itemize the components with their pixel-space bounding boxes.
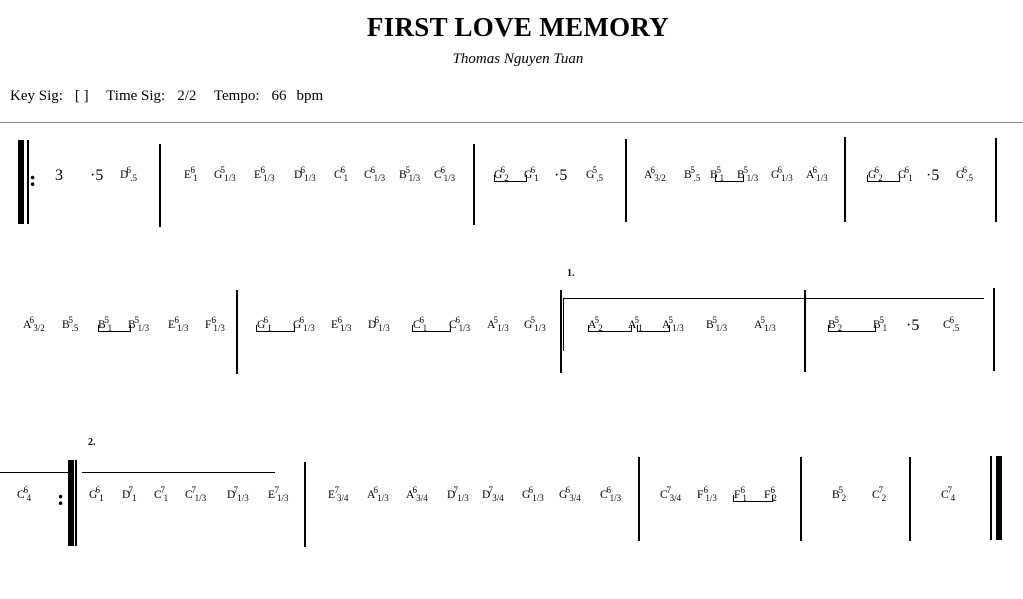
note-symbol <box>154 484 169 504</box>
note-letter: C <box>941 489 949 501</box>
note-symbol <box>943 314 960 334</box>
note-octave: 5 <box>594 314 599 325</box>
thick-barline <box>18 140 24 224</box>
note-duration: 3/4 <box>416 493 428 504</box>
note-octave: 7 <box>274 484 279 495</box>
note-octave: 7 <box>878 484 883 495</box>
note-symbol <box>331 314 352 334</box>
note-letter: A <box>628 319 637 331</box>
barline <box>236 290 238 374</box>
note-letter: G <box>524 169 533 181</box>
barline <box>473 144 475 225</box>
note-duration: .5 <box>952 323 960 334</box>
note-letter: F <box>734 489 741 501</box>
note-duration: 1/3 <box>303 323 315 334</box>
note-letter: B <box>62 319 70 331</box>
note-symbol <box>482 484 504 504</box>
note-octave: 7 <box>666 484 671 495</box>
note-duration: 1/3 <box>340 323 352 334</box>
note-letter: A <box>406 489 415 501</box>
note-letter: A <box>806 169 815 181</box>
note-octave: 6 <box>260 164 265 175</box>
note-letter: E <box>184 169 192 181</box>
note-symbol <box>828 314 843 334</box>
barline <box>304 462 306 547</box>
note-letter: C <box>872 489 880 501</box>
note-letter: F <box>697 489 704 501</box>
first-ending-label: 1. <box>567 268 575 279</box>
note-symbol <box>524 314 546 334</box>
note-symbol <box>737 164 759 184</box>
note-octave: 6 <box>528 484 533 495</box>
note-letter: E <box>268 489 276 501</box>
note-letter: D <box>447 489 456 501</box>
note-octave: 5 <box>530 314 535 325</box>
repeat-start-sign: : <box>29 166 37 191</box>
note-octave: 7 <box>453 484 458 495</box>
note-letter: A <box>487 319 496 331</box>
note-duration: 1/3 <box>497 323 509 334</box>
note-letter: A <box>588 319 597 331</box>
note-letter: C <box>154 489 162 501</box>
note-duration: 3/4 <box>569 493 581 504</box>
note-duration: 3/2 <box>654 173 666 184</box>
note-symbol <box>227 484 249 504</box>
note-octave: 7 <box>191 484 196 495</box>
note-duration: 1/3 <box>263 173 275 184</box>
note-duration: 2 <box>881 493 887 504</box>
note-duration: 2 <box>837 323 843 334</box>
note-octave: 6 <box>95 484 100 495</box>
note-letter: G <box>559 489 568 501</box>
note-duration: 2 <box>504 173 509 184</box>
note-octave: 6 <box>904 164 909 175</box>
note-symbol <box>98 314 113 334</box>
note-octave: 6 <box>770 484 775 495</box>
note-duration: 1 <box>267 323 272 334</box>
note-letter: B <box>737 169 745 181</box>
note-letter: D <box>227 489 236 501</box>
note-letter: D <box>294 169 303 181</box>
note-symbol <box>268 484 289 504</box>
note-octave: 7 <box>334 484 339 495</box>
note-letter: G <box>522 489 531 501</box>
note-octave: 6 <box>23 484 28 495</box>
note-symbol <box>328 484 349 504</box>
note-letter: B <box>98 319 106 331</box>
note-symbol <box>872 484 887 504</box>
note-duration: 1 <box>719 173 725 184</box>
note-letter: D <box>482 489 491 501</box>
note-letter: C <box>17 489 25 501</box>
note-octave: 7 <box>947 484 952 495</box>
note-octave: 5 <box>834 314 839 325</box>
note-letter: C <box>660 489 668 501</box>
note-duration: 1/3 <box>304 173 316 184</box>
note-symbol <box>754 314 776 334</box>
note-octave: 5 <box>838 484 843 495</box>
second-ending-label: 2. <box>88 437 96 448</box>
note-octave: 5 <box>493 314 498 325</box>
note-letter: E <box>168 319 176 331</box>
note-duration: 1/3 <box>534 323 546 334</box>
note-symbol <box>294 164 316 184</box>
note-symbol <box>684 164 701 184</box>
note-symbol <box>368 314 390 334</box>
note-symbol <box>628 314 643 334</box>
note-letter: B <box>832 489 840 501</box>
note-duration: 1 <box>132 493 137 504</box>
note-duration: 1 <box>638 323 643 334</box>
note-letter: B <box>828 319 836 331</box>
second-ending-bracket <box>82 472 275 473</box>
note-symbol <box>662 314 684 334</box>
rest-number: 3 <box>55 167 63 184</box>
note-symbol <box>524 164 539 184</box>
rest-number: ·5 <box>554 167 568 184</box>
note-octave: 6 <box>299 314 304 325</box>
barline <box>638 457 640 541</box>
note-letter: D <box>122 489 131 501</box>
note-duration: .5 <box>71 323 79 334</box>
note-octave: 6 <box>962 164 967 175</box>
note-letter: C <box>943 319 951 331</box>
note-symbol <box>806 164 828 184</box>
rest-number: ·5 <box>90 167 104 184</box>
note-octave: 6 <box>374 314 379 325</box>
note-octave: 6 <box>29 314 34 325</box>
note-octave: 6 <box>190 164 195 175</box>
note-octave: 7 <box>128 484 133 495</box>
note-symbol <box>588 314 603 334</box>
note-symbol <box>559 484 581 504</box>
note-duration: 1/3 <box>781 173 793 184</box>
note-symbol <box>449 314 471 334</box>
note-letter: B <box>706 319 714 331</box>
note-duration: 1/3 <box>532 493 544 504</box>
note-letter: G <box>898 169 907 181</box>
note-letter: G <box>956 169 965 181</box>
note-letter: E <box>254 169 262 181</box>
note-duration: 2 <box>878 173 883 184</box>
note-symbol <box>600 484 622 504</box>
note-octave: 6 <box>419 314 424 325</box>
note-octave: 6 <box>174 314 179 325</box>
note-octave: 5 <box>712 314 717 325</box>
note-octave: 7 <box>233 484 238 495</box>
note-duration: 1 <box>163 493 169 504</box>
note-duration: 1/3 <box>672 323 684 334</box>
note-symbol <box>214 164 236 184</box>
note-letter: B <box>399 169 407 181</box>
note-duration: 3/4 <box>337 493 349 504</box>
note-symbol <box>494 164 509 184</box>
note-symbol <box>710 164 725 184</box>
note-letter: C <box>185 489 193 501</box>
note-duration: 1/3 <box>443 173 456 184</box>
note-octave: 6 <box>812 164 817 175</box>
repeat-end-sign: : <box>57 485 65 510</box>
note-octave: 5 <box>716 164 721 175</box>
note-duration: .5 <box>130 173 138 184</box>
note-symbol <box>122 484 137 504</box>
key-signature-value: [ ] <box>74 88 89 104</box>
note-octave: 6 <box>337 314 342 325</box>
note-symbol <box>399 164 421 184</box>
header-divider <box>0 122 1023 123</box>
rest-number: ·5 <box>926 167 940 184</box>
note-letter: C <box>600 489 608 501</box>
note-letter: B <box>873 319 881 331</box>
note-symbol <box>17 484 32 504</box>
note-letter: G <box>494 169 503 181</box>
note-symbol <box>367 484 389 504</box>
note-symbol <box>734 484 747 504</box>
note-symbol <box>23 314 45 334</box>
tempo-label: Tempo: <box>213 88 260 104</box>
note-octave: 7 <box>160 484 165 495</box>
note-letter: A <box>754 319 763 331</box>
note-octave: 5 <box>220 164 225 175</box>
note-octave: 6 <box>650 164 655 175</box>
note-letter: B <box>128 319 136 331</box>
barline <box>159 144 161 227</box>
time-signature-value: 2/2 <box>177 88 197 104</box>
note-octave: 5 <box>68 314 73 325</box>
note-duration: 1/3 <box>213 323 225 334</box>
note-symbol <box>522 484 544 504</box>
note-duration: 1 <box>882 323 888 334</box>
note-octave: 5 <box>104 314 109 325</box>
note-letter: A <box>23 319 32 331</box>
note-letter: G <box>257 319 266 331</box>
composer-name: Thomas Nguyen Tuan <box>452 51 584 67</box>
note-octave: 6 <box>211 314 216 325</box>
note-letter: C <box>334 169 342 181</box>
note-symbol <box>898 164 913 184</box>
note-duration: 1/3 <box>746 173 759 184</box>
note-duration: 1/3 <box>194 493 207 504</box>
note-octave: 5 <box>760 314 765 325</box>
note-letter: A <box>644 169 653 181</box>
note-symbol <box>956 164 974 184</box>
note-octave: 6 <box>777 164 782 175</box>
rest-number: ·5 <box>906 317 920 334</box>
note-symbol <box>434 164 456 184</box>
note-letter: G <box>524 319 533 331</box>
note-letter: B <box>710 169 718 181</box>
note-octave: 6 <box>340 164 345 175</box>
note-letter: C <box>413 319 421 331</box>
note-symbol <box>185 484 207 504</box>
note-duration: 1/3 <box>816 173 828 184</box>
barline <box>909 457 911 541</box>
note-octave: 6 <box>300 164 305 175</box>
note-duration: 1/3 <box>137 323 150 334</box>
note-symbol <box>771 164 793 184</box>
note-letter: G <box>214 169 223 181</box>
note-duration: 1/3 <box>705 493 717 504</box>
note-duration: 1 <box>422 323 428 334</box>
note-letter: A <box>367 489 376 501</box>
note-octave: 5 <box>405 164 410 175</box>
note-octave: 6 <box>703 484 708 495</box>
note-octave: 5 <box>690 164 695 175</box>
note-octave: 6 <box>530 164 535 175</box>
time-signature-label: Time Sig: <box>106 88 166 104</box>
staff-continuation-line <box>0 472 68 473</box>
note-symbol <box>120 164 138 184</box>
note-letter: E <box>331 319 339 331</box>
barline <box>800 457 802 541</box>
note-letter: F <box>205 319 212 331</box>
note-duration: 1/3 <box>277 493 289 504</box>
note-octave: 6 <box>740 484 745 495</box>
note-symbol <box>184 164 198 184</box>
note-symbol <box>364 164 386 184</box>
note-symbol <box>168 314 189 334</box>
note-duration: 3/4 <box>669 493 682 504</box>
note-duration: .5 <box>693 173 701 184</box>
note-symbol <box>660 484 682 504</box>
note-duration: 1/3 <box>373 173 386 184</box>
note-symbol <box>293 314 315 334</box>
note-letter: C <box>364 169 372 181</box>
note-symbol <box>487 314 509 334</box>
note-symbol <box>873 314 888 334</box>
note-octave: 6 <box>500 164 505 175</box>
note-duration: 1/3 <box>764 323 776 334</box>
note-symbol <box>413 314 428 334</box>
note-octave: 5 <box>634 314 639 325</box>
note-duration: 3/2 <box>33 323 45 334</box>
note-symbol <box>586 164 604 184</box>
note-symbol <box>447 484 469 504</box>
note-letter: B <box>684 169 692 181</box>
note-duration: 1 <box>742 493 747 504</box>
note-octave: 6 <box>126 164 131 175</box>
note-octave: 6 <box>606 484 611 495</box>
note-octave: 6 <box>455 314 460 325</box>
barline <box>995 138 997 222</box>
note-duration: 1/3 <box>237 493 249 504</box>
note-symbol <box>89 484 104 504</box>
note-duration: 2 <box>772 493 777 504</box>
note-duration: 2 <box>841 493 847 504</box>
note-letter: G <box>868 169 877 181</box>
note-letter: A <box>662 319 671 331</box>
note-octave: 6 <box>565 484 570 495</box>
note-octave: 6 <box>263 314 268 325</box>
note-duration: .5 <box>596 173 604 184</box>
thick-barline <box>68 460 74 546</box>
note-symbol <box>334 164 349 184</box>
note-duration: 1/3 <box>224 173 236 184</box>
note-letter: G <box>586 169 595 181</box>
note-octave: 6 <box>440 164 445 175</box>
note-duration: 1 <box>908 173 913 184</box>
note-letter: C <box>434 169 442 181</box>
note-symbol <box>941 484 956 504</box>
note-octave: 7 <box>488 484 493 495</box>
score-info-bar <box>10 88 329 105</box>
note-symbol <box>128 314 150 334</box>
note-duration: 4 <box>26 493 32 504</box>
note-duration: 1 <box>99 493 104 504</box>
note-octave: 5 <box>592 164 597 175</box>
note-symbol <box>257 314 272 334</box>
tempo-value: 66 <box>271 88 287 104</box>
note-letter: E <box>328 489 336 501</box>
note-letter: F <box>764 489 771 501</box>
note-duration: 1/3 <box>378 323 390 334</box>
note-duration: 1 <box>343 173 349 184</box>
note-symbol <box>764 484 777 504</box>
note-octave: 5 <box>668 314 673 325</box>
note-octave: 6 <box>949 314 954 325</box>
tempo-unit: bpm <box>296 88 324 104</box>
barline <box>560 290 562 373</box>
note-duration: 1 <box>193 173 198 184</box>
note-symbol <box>697 484 717 504</box>
note-octave: 6 <box>412 484 417 495</box>
note-duration: 1/3 <box>609 493 622 504</box>
note-duration: .5 <box>966 173 974 184</box>
note-duration: 4 <box>950 493 956 504</box>
barline <box>625 139 627 222</box>
note-octave: 5 <box>743 164 748 175</box>
note-octave: 6 <box>370 164 375 175</box>
note-duration: 1/3 <box>377 493 389 504</box>
note-octave: 5 <box>134 314 139 325</box>
key-signature-label: Key Sig: <box>10 88 63 104</box>
note-duration: 1 <box>534 173 539 184</box>
page-title: FIRST LOVE MEMORY <box>366 12 670 42</box>
note-letter: G <box>293 319 302 331</box>
note-symbol <box>254 164 275 184</box>
barline <box>75 460 77 546</box>
note-duration: 1/3 <box>715 323 728 334</box>
note-duration: 3/4 <box>492 493 504 504</box>
note-symbol <box>832 484 847 504</box>
note-symbol <box>868 164 883 184</box>
thick-barline <box>996 456 1002 540</box>
note-letter: G <box>89 489 98 501</box>
note-duration: 2 <box>598 323 603 334</box>
note-duration: 1 <box>107 323 113 334</box>
barline <box>993 288 995 371</box>
note-octave: 6 <box>874 164 879 175</box>
note-octave: 5 <box>879 314 884 325</box>
note-letter: C <box>449 319 457 331</box>
note-symbol <box>62 314 79 334</box>
note-letter: G <box>771 169 780 181</box>
note-symbol <box>406 484 428 504</box>
note-duration: 1/3 <box>177 323 189 334</box>
note-symbol <box>706 314 728 334</box>
note-duration: 1/3 <box>408 173 421 184</box>
note-duration: 1/3 <box>458 323 471 334</box>
note-duration: 1/3 <box>457 493 469 504</box>
note-octave: 6 <box>373 484 378 495</box>
note-letter: D <box>120 169 129 181</box>
barline <box>990 456 992 540</box>
barline <box>844 137 846 222</box>
note-letter: D <box>368 319 377 331</box>
note-symbol <box>205 314 225 334</box>
note-symbol <box>644 164 666 184</box>
